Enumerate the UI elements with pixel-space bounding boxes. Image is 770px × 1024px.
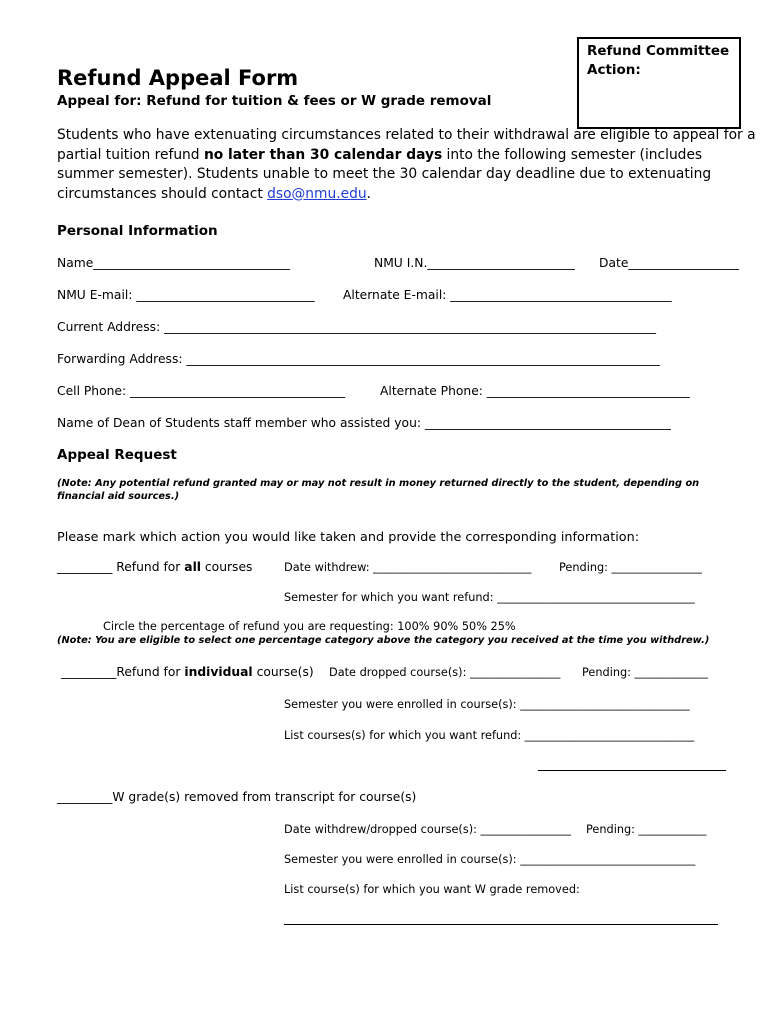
forwarding-address-field[interactable]: Forwarding Address: _____________________________________________________________________________: [57, 352, 660, 366]
cell-phone-field[interactable]: Cell Phone: ___________________________________: [57, 384, 346, 398]
refund-individual-label-pre: Refund for: [116, 665, 185, 679]
individual-semester-field[interactable]: Semester you were enrolled in course(s): ______________________________: [284, 698, 690, 711]
intro-text-1: Students who have extenuating circumstances related to their withdrawal are eligible to appeal for a partial tuition refund: [57, 127, 756, 163]
percentage-note: (Note: You are eligible to select one percentage category above the category you received at the time you withdrew.): [57, 635, 710, 646]
refund-individual-label-bold: individual: [184, 665, 253, 679]
refund-all-label-post: courses: [201, 560, 253, 574]
refund-all-pending-field[interactable]: Pending: ________________: [559, 561, 702, 574]
appeal-for-line: Appeal for: Refund for tuition & fees or W grade removal: [57, 93, 492, 109]
w-grade-courses-line[interactable]: [284, 924, 718, 925]
date-dropped-field[interactable]: Date dropped course(s): ________________: [329, 666, 561, 679]
committee-action-box: [577, 37, 741, 129]
individual-courses-extra-line[interactable]: [538, 770, 726, 771]
current-address-field[interactable]: Current Address: ________________________________________________________________________________: [57, 320, 656, 334]
individual-courses-field[interactable]: List courses(s) for which you want refund: ______________________________: [284, 729, 695, 742]
nmu-email-field[interactable]: NMU E-mail: _____________________________: [57, 288, 315, 302]
instruction-text: Please mark which action you would like taken and provide the corresponding information:: [57, 530, 640, 545]
appeal-request-heading: Appeal Request: [57, 447, 177, 463]
w-grade-label: W grade(s) removed from transcript for course(s): [112, 790, 417, 804]
w-grade-courses-label: List course(s) for which you want W grade removed:: [284, 883, 580, 896]
refund-individual-option[interactable]: [61, 665, 314, 679]
w-grade-semester-field[interactable]: Semester you were enrolled in course(s): _______________________________: [284, 853, 696, 866]
refund-individual-pending-field[interactable]: Pending: _____________: [582, 666, 708, 679]
financial-aid-note: (Note: Any potential refund granted may or may not result in money returned directly to the student, depending on financial aid sources.): [57, 478, 700, 502]
refund-individual-label-post: course(s): [252, 665, 314, 679]
w-grade-pending-field[interactable]: Pending: ____________: [586, 823, 707, 836]
intro-paragraph: [57, 126, 757, 204]
refund-all-blank[interactable]: _________: [57, 560, 113, 574]
nmu-in-field[interactable]: NMU I.N.________________________: [374, 256, 575, 270]
dean-staff-field[interactable]: Name of Dean of Students staff member who assisted you: ________________________________________: [57, 416, 671, 430]
date-withdrew-field[interactable]: Date withdrew: ____________________________: [284, 561, 532, 574]
alternate-email-field[interactable]: Alternate E-mail: ____________________________________: [343, 288, 672, 302]
percentage-circle-line[interactable]: Circle the percentage of refund you are requesting: 100% 90% 50% 25%: [103, 620, 516, 633]
name-field[interactable]: Name________________________________: [57, 256, 291, 270]
w-grade-blank[interactable]: _________: [57, 790, 113, 804]
w-grade-date-field[interactable]: Date withdrew/dropped course(s): ________________: [284, 823, 571, 836]
intro-text-2: into the following semester (includes summer semester). Students unable to meet the 30 calendar day deadline due to extenuating circumstances should contact: [57, 146, 712, 202]
refund-all-label-bold: all: [184, 560, 201, 574]
contact-email-link[interactable]: dso@nmu.edu: [267, 185, 367, 202]
date-field[interactable]: Date__________________: [599, 256, 740, 270]
form-title: Refund Appeal Form: [57, 66, 299, 90]
refund-individual-blank[interactable]: _________: [61, 665, 117, 679]
w-grade-option[interactable]: [57, 790, 416, 804]
refund-all-option[interactable]: [57, 560, 252, 574]
refund-semester-field[interactable]: Semester for which you want refund: ___________________________________: [284, 591, 695, 604]
intro-deadline: no later than 30 calendar days: [203, 146, 443, 163]
committee-action-label: Refund Committee Action:: [587, 43, 730, 78]
refund-all-label-pre: Refund for: [112, 560, 185, 574]
personal-info-heading: Personal Information: [57, 223, 218, 239]
alternate-phone-field[interactable]: Alternate Phone: _________________________________: [380, 384, 690, 398]
intro-end: .: [366, 185, 372, 202]
